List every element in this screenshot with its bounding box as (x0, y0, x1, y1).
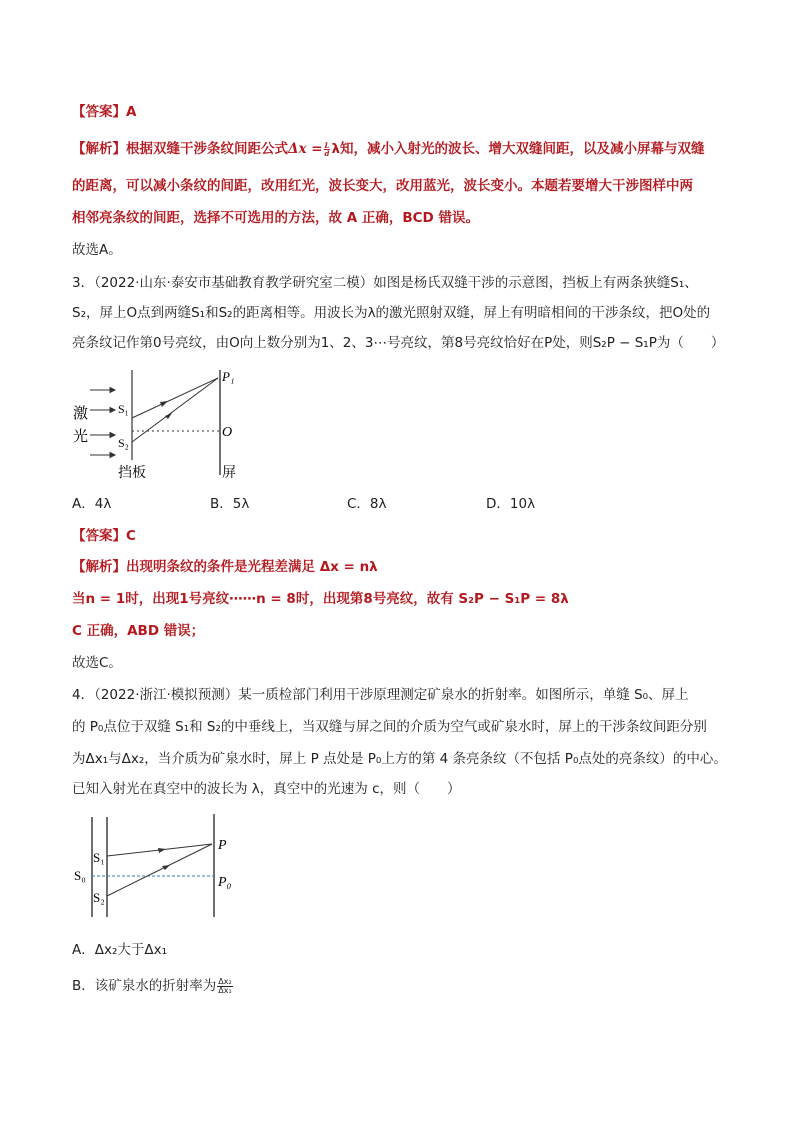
analysis-1-line-3: 相邻亮条纹的间距，选择不可选用的方法，故 A 正确，BCD 错误。 (72, 210, 479, 226)
ray-s1 (132, 378, 218, 418)
answer-2 (72, 526, 136, 546)
question-4-option-b (72, 976, 234, 996)
ray-arrow (160, 401, 168, 407)
analysis-tag: 【解析】 (72, 141, 126, 157)
analysis-2-line-1 (72, 557, 378, 577)
ray-arrow (165, 413, 172, 419)
fraction-numerator: Δx₂ (218, 976, 232, 986)
formula-fraction (324, 142, 331, 157)
p0-label: P₀ (218, 875, 232, 890)
question-4-option-a: A．Δx₂大于Δx₁ (72, 942, 168, 958)
analysis-text: 根据双缝干涉条纹间距公式 (126, 141, 288, 157)
analysis-1-line-1 (72, 139, 705, 159)
s2-label: S₂ (118, 436, 129, 450)
analysis-tag: 【解析】 (72, 559, 126, 575)
option-a: A．4λ (72, 496, 112, 512)
question-4-line-4: 已知入射光在真空中的波长为 λ，真空中的光速为 c，则（ ） (72, 781, 461, 797)
double-slit-diagram-1 (70, 365, 250, 485)
analysis-text: 出现明条纹的条件是光程差满足 Δx = nλ (126, 559, 378, 575)
fraction-denominator: d (324, 148, 330, 158)
double-slit-diagram-2 (70, 812, 250, 922)
question-4-line-1: 4．（2022·浙江·模拟预测）某一质检部门利用干涉原理测定矿泉水的折射率。如图所示，单缝 S₀、屏上 (72, 687, 689, 703)
ray-s2 (132, 378, 218, 442)
analysis-1-line-2: 的距离，可以减小条纹的间距，改用红光，波长变大，改用蓝光，波长变小。本题若要增大干涉图样中两 (72, 178, 693, 194)
conclusion-2: 故选C。 (72, 655, 122, 671)
ray-arrow (162, 865, 170, 870)
answer-tag: 【答案】 (72, 104, 126, 120)
laser-arrows (90, 388, 115, 458)
question-4-line-2: 的 P₀点位于双缝 S₁和 S₂的中垂线上，当双缝与屏之间的介质为空气或矿泉水时，屏上的干涉条纹间距分别 (72, 719, 707, 735)
option-b-text: B．该矿泉水的折射率为 (72, 978, 217, 994)
conclusion-1: 故选A。 (72, 242, 122, 258)
question-3-line-2: S₂，屏上O点到两缝S₁和S₂的距离相等。用波长为λ的激光照射双缝，屏上有明暗相间的干涉条纹，把O处的 (72, 305, 711, 321)
question-3-line-1: 3．（2022·山东·泰安市基础教育教学研究室二模）如图是杨氏双缝干涉的示意图，挡板上有两条狭缝S₁、 (72, 275, 698, 291)
answer-tag: 【答案】 (72, 528, 126, 544)
answer-value: C (126, 528, 136, 544)
p-label: P₁ (222, 369, 235, 384)
fraction-denominator: Δx₁ (218, 985, 232, 995)
fraction-numerator: L (324, 140, 330, 150)
analysis-text: λ知，减小入射光的波长、增大双缝间距，以及减小屏幕与双缝 (331, 141, 705, 157)
question-4-line-3: 为Δx₁与Δx₂，当介质为矿泉水时，屏上 P 点处是 P₀上方的第 4 条亮条纹（不包括 P₀点处的亮条纹）的中心。 (72, 751, 727, 767)
p-label: P (218, 838, 227, 853)
option-b-fraction (217, 978, 232, 995)
s0-label: S₀ (74, 868, 86, 883)
ray-arrow (158, 848, 166, 853)
analysis-2-line-2: 当n = 1时，出现1号亮纹⋯⋯n = 8时，出现第8号亮纹，故有 S₂P − S₁P = 8λ (72, 591, 569, 607)
formula-delta-x: Δx = (288, 141, 323, 157)
screen-label: 屏 (222, 466, 236, 481)
option-b: B．5λ (210, 496, 250, 512)
option-c: C．8λ (347, 496, 387, 512)
option-d: D．10λ (486, 496, 536, 512)
o-label: O (222, 425, 233, 440)
answer-value: A (126, 104, 137, 120)
s1-label: S₁ (118, 402, 129, 416)
s2-label: S₂ (93, 890, 105, 905)
s1-label: S₁ (93, 850, 105, 865)
question-3-line-3: 亮条纹记作第0号亮纹，由O向上数分别为1、2、3⋯号亮纹，第8号亮纹恰好在P处，则S₂P − S₁P为（ ） (72, 335, 725, 351)
barrier-label: 挡板 (118, 466, 146, 481)
analysis-2-line-3: C 正确，ABD 错误； (72, 623, 205, 639)
laser-label-bottom: 光 (73, 429, 89, 445)
laser-label-top: 激 (73, 406, 89, 422)
answer-1 (72, 102, 136, 122)
